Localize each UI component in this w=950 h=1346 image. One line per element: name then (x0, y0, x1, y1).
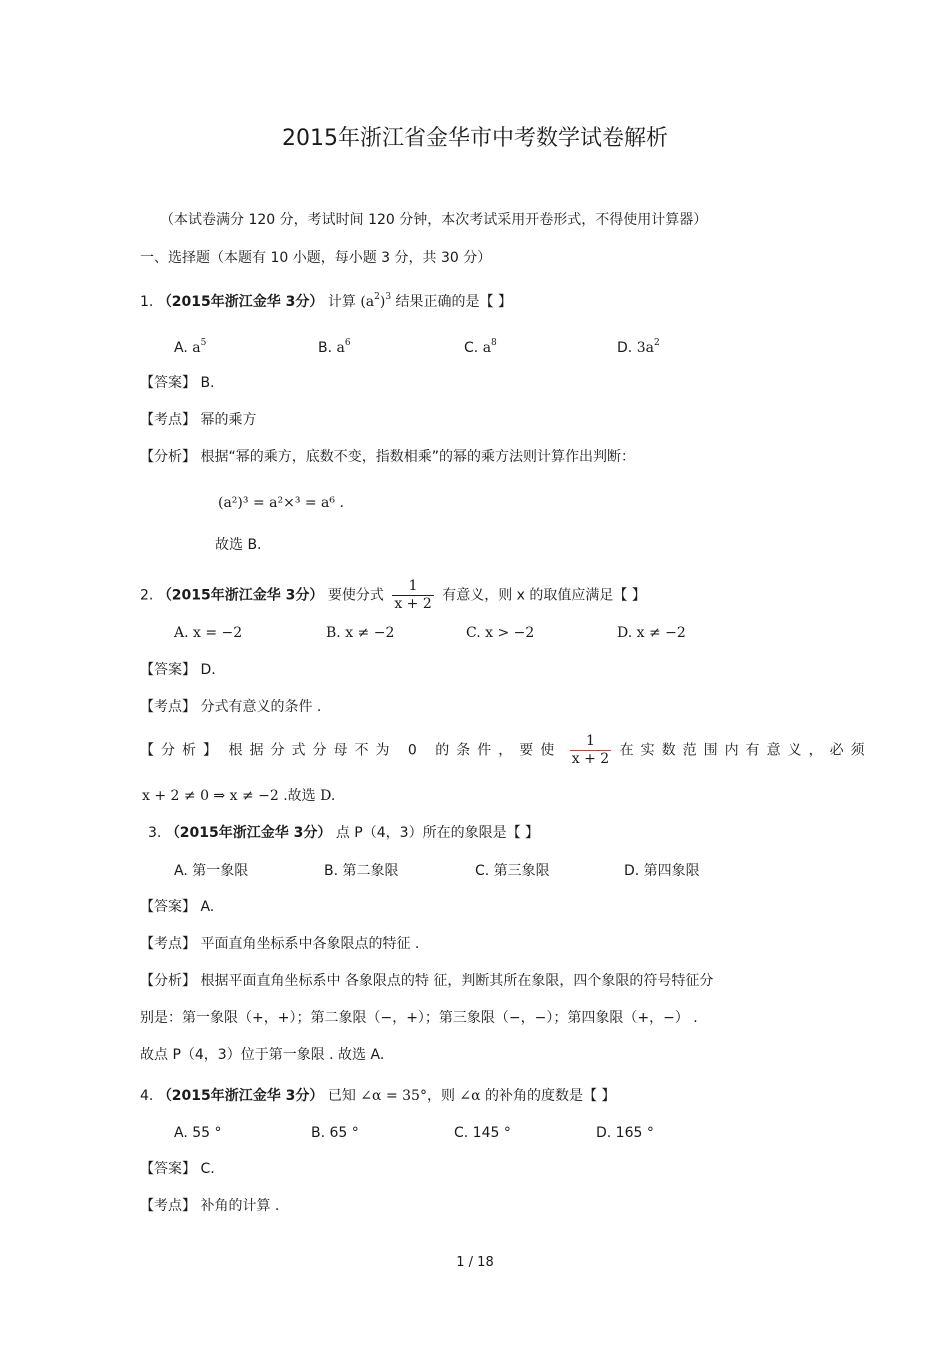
option-label: D. (617, 340, 633, 356)
question-source: （2015年浙江金华 3分） (157, 1088, 324, 1104)
point-row (140, 1196, 279, 1216)
question-1 (140, 292, 512, 312)
option-d: D. 165 ° (596, 1125, 654, 1141)
question-stem-post: 结果正确的是【 】 (395, 294, 512, 310)
exponent: 8 (491, 338, 497, 348)
question-source: （2015年浙江金华 3分） (165, 825, 332, 841)
point-value: 平面直角坐标系中各象限点的特征 . (200, 936, 420, 952)
point-label: 【考点】 (140, 412, 196, 428)
analysis-row (140, 971, 713, 991)
option-d (617, 338, 660, 358)
conclusion: 故选 B. (215, 537, 262, 553)
option-c (464, 338, 497, 358)
analysis-text: 根据平面直角坐标系中 各象限点的特 征，判断其所在象限，四个象限的符号特征分 (200, 973, 714, 989)
base: a (192, 340, 201, 356)
option-label: C. (464, 340, 479, 356)
denominator: x + 2 (571, 751, 610, 767)
analysis-continuation: x + 2 ≠ 0 ⇒ x ≠ −2 .故选 D. (142, 788, 336, 804)
question-stem-post: 有意义，则 x 的取值应满足【 】 (442, 587, 646, 604)
answer-label: 【答案】 (140, 662, 196, 678)
option-b: B. 65 ° (311, 1125, 359, 1141)
analysis-row (140, 733, 872, 768)
denominator: x + 2 (394, 596, 432, 612)
option-d: D. 第四象限 (624, 863, 700, 879)
option-c: C. 145 ° (454, 1125, 511, 1141)
option-c: C. 第三象限 (475, 863, 550, 879)
page-title: 2015年浙江省金华市中考数学试卷解析 (282, 126, 668, 151)
point-label: 【考点】 (140, 699, 196, 715)
page-number: 1 / 18 (456, 1255, 494, 1270)
question-number: 4. (140, 1088, 154, 1104)
answer-value: D. (200, 662, 216, 678)
analysis-continuation: 别是：第一象限（+，+）；第二象限（−，+）；第三象限（−，−）；第四象限（+，−） . (140, 1010, 698, 1026)
question-stem-pre: 要使分式 (327, 587, 384, 604)
question-source: （2015年浙江金华 3分） (157, 294, 324, 310)
expression: $(a^2)^3$ (360, 292, 392, 310)
option-b: B. x ≠ −2 (326, 625, 395, 641)
question-3 (148, 823, 539, 843)
numerator: 1 (408, 578, 418, 594)
exponent: 6 (344, 338, 351, 348)
answer-label: 【答案】 (140, 375, 196, 391)
option-d: D. x ≠ −2 (617, 625, 686, 641)
option-label: A. (174, 340, 188, 356)
option-value (337, 340, 351, 356)
analysis-text: 根据“幂的乘方，底数不变，指数相乘”的幂的乘方法则计算作出判断： (200, 449, 635, 465)
point-value: 幂的乘方 (200, 412, 257, 428)
answer-row (140, 1159, 215, 1179)
option-a: A. 55 ° (174, 1125, 222, 1141)
question-stem: 已知 ∠α = 35°，则 ∠α 的补角的度数是【 】 (327, 1088, 616, 1104)
question-stem: 点 P（4，3）所在的象限是【 】 (335, 825, 540, 841)
exponent: 5 (200, 338, 207, 348)
option-label: B. (318, 340, 333, 356)
answer-row (140, 897, 214, 917)
option-c: C. x > −2 (466, 625, 535, 641)
answer-value: A. (200, 899, 215, 915)
point-row (140, 934, 419, 954)
answer-value: B. (200, 375, 215, 391)
analysis-label: 【分析】 (140, 449, 196, 465)
point-row (140, 697, 321, 717)
option-b: B. 第二象限 (324, 863, 399, 879)
analysis-text: 在实数范围内有意义，必须 (619, 742, 872, 759)
base: a (482, 340, 492, 356)
option-value (483, 340, 497, 356)
option-b (318, 338, 351, 358)
analysis-label: 【分析】 (140, 973, 196, 989)
point-value: 分式有意义的条件 . (200, 699, 322, 715)
option-a: A. x = −2 (174, 625, 243, 641)
answer-row (140, 373, 215, 393)
answer-label: 【答案】 (140, 899, 196, 915)
exponent: 2 (653, 338, 660, 348)
question-stem-pre: 计算 (327, 294, 356, 310)
point-label: 【考点】 (140, 936, 196, 952)
point-label: 【考点】 (140, 1198, 196, 1214)
section-heading: 一、选择题（本题有 10 小题，每小题 3 分，共 30 分） (140, 250, 492, 266)
option-a (174, 338, 206, 358)
point-row (140, 410, 256, 430)
question-4 (140, 1086, 615, 1106)
answer-row (140, 660, 216, 680)
option-value (192, 340, 206, 356)
answer-label: 【答案】 (140, 1161, 196, 1177)
analysis-text: 根据分式分母不为 0 的条件，要使 (228, 742, 562, 759)
option-value (637, 340, 660, 356)
analysis-label: 【分析】 (140, 742, 224, 759)
question-source: （2015年浙江金华 3分） (157, 587, 324, 604)
answer-value: C. (200, 1161, 215, 1177)
analysis-row (140, 447, 635, 467)
calculation: (a²)³ = a²×³ = a⁶ . (218, 495, 344, 511)
question-number: 3. (148, 825, 162, 841)
question-number: 2. (140, 587, 154, 604)
exam-intro: （本试卷满分 120 分，考试时间 120 分钟，本次考试采用开卷形式，不得使用计算器） (160, 212, 708, 228)
base: a (336, 340, 345, 356)
question-2 (140, 578, 646, 613)
question-number: 1. (140, 294, 154, 310)
point-value: 补角的计算 . (200, 1198, 280, 1214)
fraction (570, 733, 611, 768)
analysis-continuation: 故点 P（4，3）位于第一象限 . 故选 A. (140, 1047, 385, 1063)
option-a: A. 第一象限 (174, 863, 249, 879)
numerator: 1 (585, 733, 595, 749)
fraction (392, 578, 433, 613)
base: 3a (636, 340, 654, 356)
